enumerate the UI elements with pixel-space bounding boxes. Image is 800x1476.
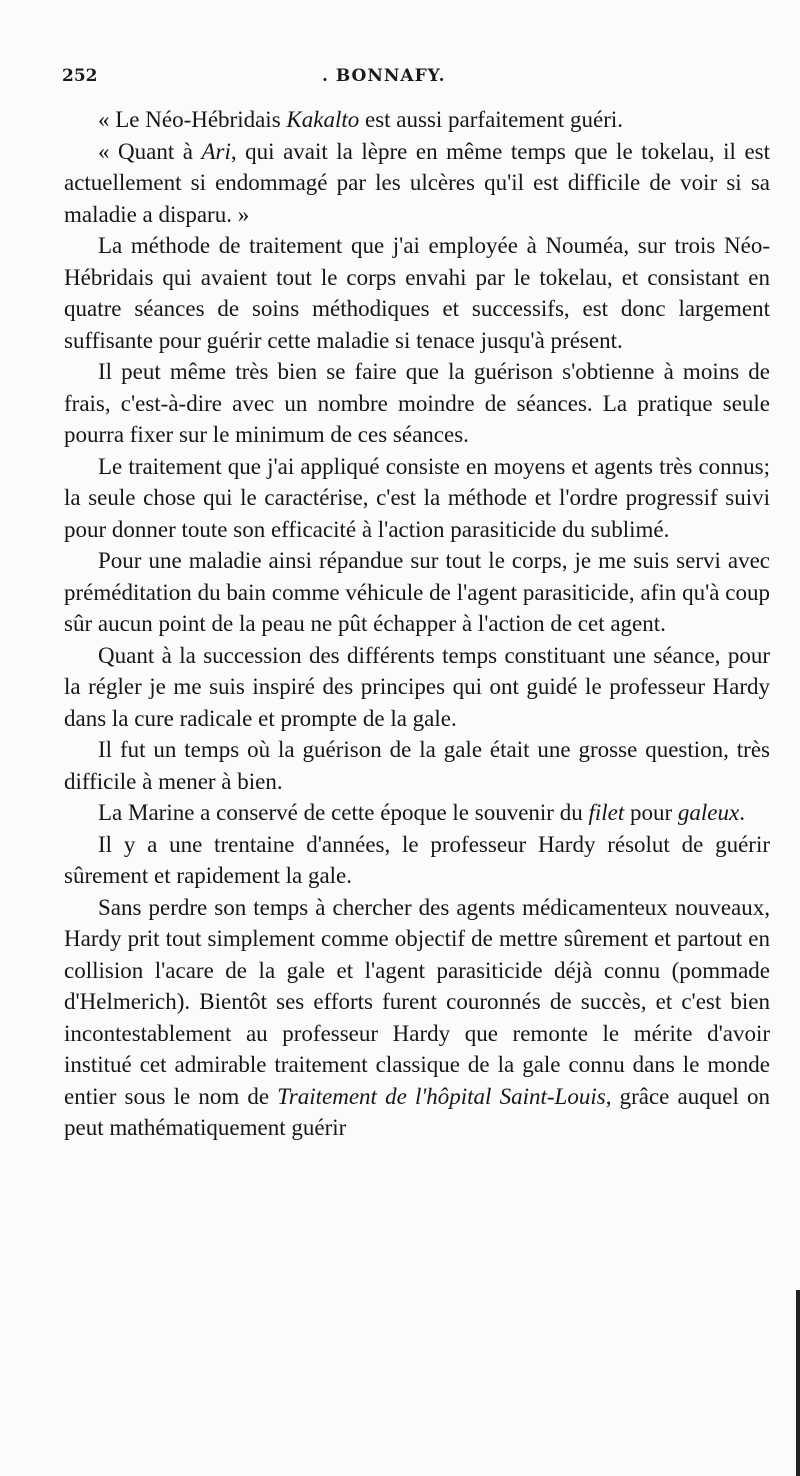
italic-text: galeux — [677, 800, 740, 825]
text-run: Quant à la succession des différents temps constituant une séance, pour la régler je me suis inspiré des principes qui ont guidé le professeur Hardy dans la cure radicale et prompte de la gale. — [64, 642, 770, 731]
page-number: 252 — [62, 66, 98, 86]
paragraph — [64, 356, 770, 451]
text-run: pour — [624, 800, 678, 825]
page-edge-shadow — [796, 1290, 800, 1476]
paragraph — [64, 104, 770, 136]
italic-text: Kakalto — [286, 107, 360, 132]
text-run: , grâce auquel on peut mathématiquement guérir — [64, 1083, 771, 1140]
text-run: La méthode de traitement que j'ai employée à Nouméa, sur trois Néo-Hébridais qui avaient tout le corps envahi par le tokelau, et consistant en quatre séances de soins méthodiques et successifs, est donc largement suffisante pour guérir cette maladie si tenace jusqu'à présent. — [64, 233, 770, 353]
paragraph — [64, 451, 770, 546]
text-run: . — [739, 800, 745, 825]
paragraph — [64, 640, 770, 735]
paragraph — [64, 734, 770, 797]
text-run: « Quant à — [98, 138, 202, 164]
text-run: Il peut même très bien se faire que la guérison s'obtienne à moins de frais, c'est-à-dire avec un nombre moindre de séances. La pratique seule pourra fixer sur le minimum de ces séances. — [64, 359, 770, 447]
paragraph — [64, 136, 770, 231]
paragraph — [64, 829, 770, 892]
italic-text: Ari — [201, 138, 231, 164]
text-run: est aussi parfaitement guéri. — [359, 107, 624, 132]
text-run: Il y a une trentaine d'années, le professeur Hardy résolut de guérir sûrement et rapidement la gale. — [64, 831, 770, 888]
italic-text: Traitement de l'hôpital Saint-Louis — [277, 1083, 606, 1109]
text-run: , qui avait la lèpre en même temps que le tokelau, il est actuellement si endommagé par les ulcères qu'il est difficile de voir si sa maladie a disparu. » — [64, 138, 770, 227]
text-run: Sans perdre son temps à chercher des agents médicamenteux nouveaux, Hardy prit tout simplement comme objectif de mettre sûrement et partout en collision l'acare de la gale et l'agent parasiticide déjà connu (pommade d'Helmerich). Bientôt ses efforts furent couronnés de succès, et c'est bien incontestablement au professeur Hardy que remonte le mérite d'avoir institué cet admirable traitement classique de la gale connu dans le monde entier sous le nom de — [64, 894, 770, 1109]
text-run: Pour une maladie ainsi répandue sur tout le corps, je me suis servi avec préméditation du bain comme véhicule de l'agent parasiticide, afin qu'à coup sûr aucun point de la peau ne pût échapper à l'action de cet agent. — [64, 548, 770, 636]
paragraph — [64, 230, 770, 356]
text-run: Il fut un temps où la guérison de la gale était une grosse question, très difficile à mener à bien. — [64, 737, 770, 794]
text-run: « Le Néo-Hébridais — [98, 107, 287, 132]
italic-text: filet — [588, 800, 625, 825]
body-text — [64, 104, 770, 1144]
running-head: . BONNAFY. — [322, 66, 446, 86]
text-run: Le traitement que j'ai appliqué consiste en moyens et agents très connus; la seule chose qui le caractérise, c'est la méthode et l'ordre progressif suivi pour donner toute son efficacité à l'action parasiticide du sublimé. — [64, 453, 770, 542]
paragraph — [64, 892, 770, 1144]
text-run: La Marine a conservé de cette époque le souvenir du — [98, 800, 589, 825]
page-header — [62, 66, 762, 92]
paragraph — [64, 545, 770, 640]
paragraph — [64, 797, 770, 829]
